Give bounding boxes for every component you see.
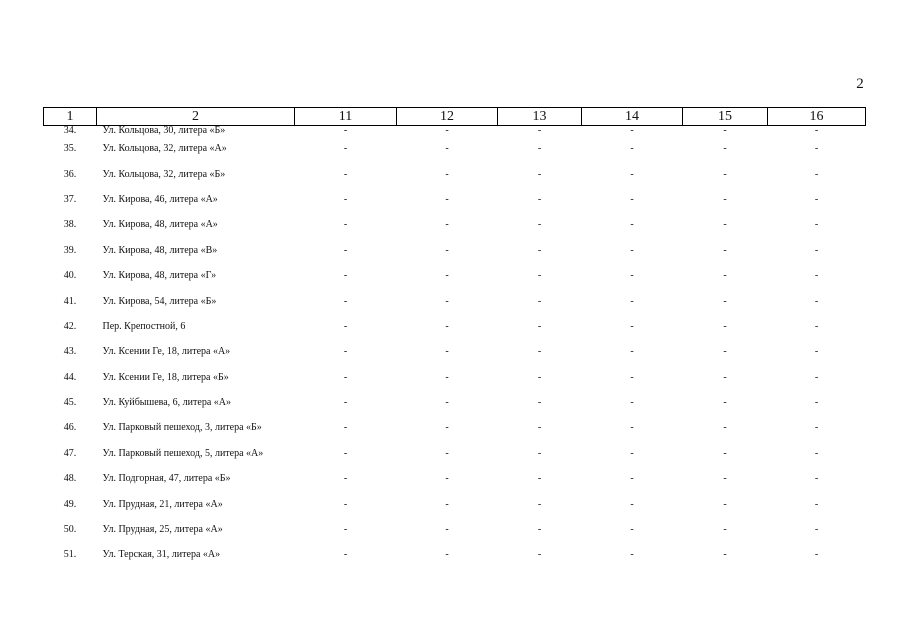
row-number: 47. (63, 447, 77, 459)
table-row (44, 466, 866, 491)
row-cell-col-14: - (630, 473, 634, 485)
row-address: Ул. Подгорная, 47, литера «Б» (102, 473, 231, 485)
row-cell-col-11: - (343, 320, 348, 332)
row-cell-col-13: - (537, 346, 542, 358)
row-cell-col-15: - (723, 295, 727, 307)
row-cell-col-15: - (723, 473, 727, 485)
row-address: Ул. Кирова, 48, литера «Г» (102, 270, 217, 282)
row-cell-col-15: - (723, 125, 727, 136)
row-cell-col-16: - (814, 320, 819, 332)
row-address: Ул. Кирова, 46, литера «А» (102, 193, 218, 205)
row-cell-col-12: - (445, 498, 449, 510)
row-cell-col-14: - (630, 295, 634, 307)
row-cell-col-16: - (814, 397, 819, 409)
column-header-16: 16 (768, 108, 866, 126)
row-cell-col-15: - (723, 270, 727, 282)
row-address: Ул. Ксении Ге, 18, литера «Б» (102, 371, 229, 383)
row-cell-col-15: - (723, 143, 727, 155)
row-cell-col-13: - (537, 219, 542, 231)
row-cell-col-14: - (630, 422, 634, 434)
row-cell-col-16: - (814, 447, 819, 459)
row-cell-col-12: - (445, 168, 449, 180)
row-cell-col-11: - (343, 295, 348, 307)
column-header-14: 14 (582, 108, 683, 126)
table-row (44, 136, 866, 161)
row-cell-col-15: - (723, 193, 727, 205)
row-cell-col-12: - (445, 219, 449, 231)
column-header-2: 2 (97, 108, 295, 126)
row-cell-col-14: - (630, 320, 634, 332)
row-cell-col-14: - (630, 125, 634, 136)
column-header-13: 13 (498, 108, 582, 126)
row-number: 34. (63, 125, 77, 136)
row-cell-col-11: - (343, 219, 348, 231)
row-cell-col-16: - (814, 473, 819, 485)
row-cell-col-16: - (814, 549, 819, 561)
table-row (44, 491, 866, 516)
row-address: Ул. Прудная, 21, литера «А» (102, 498, 223, 510)
row-cell-col-15: - (723, 422, 727, 434)
row-cell-col-16: - (814, 422, 819, 434)
row-cell-col-11: - (343, 524, 348, 536)
row-cell-col-13: - (537, 473, 542, 485)
row-cell-col-16: - (814, 219, 819, 231)
row-number: 37. (63, 193, 77, 205)
row-cell-col-15: - (723, 397, 727, 409)
row-cell-col-11: - (343, 498, 348, 510)
row-cell-col-13: - (537, 143, 542, 155)
row-cell-col-11: - (343, 397, 348, 409)
row-address: Ул. Парковый пешеход, 3, литера «Б» (102, 422, 262, 434)
table-row (44, 415, 866, 440)
row-cell-col-16: - (814, 125, 819, 136)
row-number: 43. (63, 346, 77, 358)
row-cell-col-12: - (445, 295, 449, 307)
row-cell-col-14: - (630, 549, 634, 561)
row-cell-col-15: - (723, 346, 727, 358)
row-address: Ул. Кирова, 48, литера «А» (102, 219, 218, 231)
row-cell-col-16: - (814, 244, 819, 256)
row-cell-col-12: - (445, 549, 449, 561)
row-cell-col-14: - (630, 447, 634, 459)
row-cell-col-12: - (445, 371, 449, 383)
row-cell-col-15: - (723, 371, 727, 383)
row-cell-col-12: - (445, 270, 449, 282)
row-cell-col-11: - (343, 346, 348, 358)
row-cell-col-12: - (445, 447, 449, 459)
row-cell-col-12: - (445, 473, 449, 485)
address-table (43, 107, 866, 568)
row-cell-col-11: - (343, 193, 348, 205)
row-cell-col-12: - (445, 320, 449, 332)
row-cell-col-15: - (723, 524, 727, 536)
row-cell-col-16: - (814, 193, 819, 205)
table-row (44, 441, 866, 466)
row-cell-col-14: - (630, 270, 634, 282)
row-cell-col-14: - (630, 371, 634, 383)
row-cell-col-13: - (537, 168, 542, 180)
row-address: Ул. Кольцова, 32, литера «А» (102, 143, 227, 155)
row-cell-col-14: - (630, 193, 634, 205)
row-cell-col-15: - (723, 498, 727, 510)
table-row (44, 161, 866, 186)
row-cell-col-14: - (630, 524, 634, 536)
row-cell-col-11: - (343, 270, 348, 282)
row-cell-col-13: - (537, 422, 542, 434)
row-cell-col-13: - (537, 125, 542, 136)
row-cell-col-15: - (723, 244, 727, 256)
row-number: 42. (63, 320, 77, 332)
page-number: 2 (856, 76, 864, 92)
row-cell-col-13: - (537, 447, 542, 459)
row-cell-col-14: - (630, 397, 634, 409)
row-cell-col-14: - (630, 346, 634, 358)
row-number: 50. (63, 524, 77, 536)
row-address: Ул. Парковый пешеход, 5, литера «А» (102, 447, 264, 459)
row-cell-col-14: - (630, 498, 634, 510)
row-number: 48. (63, 473, 77, 485)
row-cell-col-11: - (343, 447, 348, 459)
row-cell-col-11: - (343, 422, 348, 434)
row-number: 49. (63, 498, 77, 510)
row-cell-col-12: - (445, 422, 449, 434)
row-address: Ул. Кольцова, 30, литера «Б» (102, 125, 226, 136)
table-row (44, 238, 866, 263)
table-row (44, 339, 866, 364)
row-cell-col-15: - (723, 549, 727, 561)
row-cell-col-14: - (630, 219, 634, 231)
row-number: 46. (63, 422, 77, 434)
row-cell-col-13: - (537, 524, 542, 536)
row-cell-col-16: - (814, 270, 819, 282)
row-number: 44. (63, 371, 77, 383)
row-cell-col-15: - (723, 168, 727, 180)
row-address: Ул. Кирова, 54, литера «Б» (102, 295, 217, 307)
row-number: 35. (63, 143, 77, 155)
row-address: Ул. Куйбышева, 6, литера «А» (102, 397, 231, 409)
row-cell-col-11: - (343, 168, 348, 180)
table-row (44, 542, 866, 567)
row-cell-col-11: - (343, 244, 348, 256)
row-number: 38. (63, 219, 77, 231)
row-cell-col-13: - (537, 498, 542, 510)
table-row (44, 390, 866, 415)
row-cell-col-11: - (343, 125, 348, 136)
row-address: Ул. Терская, 31, литера «А» (102, 549, 221, 561)
table-header (44, 108, 866, 126)
column-header-11: 11 (295, 108, 397, 126)
table-row (44, 288, 866, 313)
row-cell-col-13: - (537, 397, 542, 409)
row-cell-col-12: - (445, 524, 449, 536)
table-row (44, 365, 866, 390)
column-header-15: 15 (683, 108, 768, 126)
row-address: Ул. Ксении Ге, 18, литера «А» (102, 346, 231, 358)
column-header-12: 12 (397, 108, 498, 126)
table-row (44, 126, 866, 137)
row-cell-col-13: - (537, 549, 542, 561)
row-cell-col-13: - (537, 244, 542, 256)
table-row (44, 187, 866, 212)
row-cell-col-13: - (537, 193, 542, 205)
row-cell-col-12: - (445, 397, 449, 409)
row-cell-col-13: - (537, 371, 542, 383)
row-cell-col-13: - (537, 320, 542, 332)
row-cell-col-16: - (814, 143, 819, 155)
row-cell-col-16: - (814, 168, 819, 180)
table-row (44, 212, 866, 237)
row-cell-col-11: - (343, 143, 348, 155)
row-address: Ул. Кирова, 48, литера «В» (102, 244, 218, 256)
row-number: 45. (63, 397, 77, 409)
row-cell-col-15: - (723, 219, 727, 231)
row-cell-col-11: - (343, 473, 348, 485)
table-row (44, 314, 866, 339)
row-address: Ул. Кольцова, 32, литера «Б» (102, 168, 226, 180)
row-number: 36. (63, 168, 77, 180)
table-row (44, 517, 866, 542)
row-cell-col-13: - (537, 270, 542, 282)
row-cell-col-12: - (445, 125, 449, 136)
row-cell-col-14: - (630, 244, 634, 256)
row-cell-col-16: - (814, 498, 819, 510)
row-cell-col-11: - (343, 549, 348, 561)
row-cell-col-12: - (445, 346, 449, 358)
row-number: 51. (63, 549, 77, 561)
row-number: 40. (63, 270, 77, 282)
row-cell-col-14: - (630, 168, 634, 180)
row-cell-col-15: - (723, 320, 727, 332)
column-header-1: 1 (44, 108, 97, 126)
row-cell-col-12: - (445, 143, 449, 155)
row-address: Пер. Крепостной, 6 (102, 320, 186, 332)
row-cell-col-12: - (445, 244, 449, 256)
table-row (44, 263, 866, 288)
table-body (44, 126, 866, 568)
row-cell-col-11: - (343, 371, 348, 383)
row-cell-col-16: - (814, 346, 819, 358)
row-number: 39. (63, 244, 77, 256)
row-cell-col-16: - (814, 524, 819, 536)
row-cell-col-13: - (537, 295, 542, 307)
row-cell-col-15: - (723, 447, 727, 459)
row-cell-col-14: - (630, 143, 634, 155)
row-cell-col-12: - (445, 193, 449, 205)
row-address: Ул. Прудная, 25, литера «А» (102, 524, 223, 536)
row-cell-col-16: - (814, 295, 819, 307)
row-cell-col-16: - (814, 371, 819, 383)
row-number: 41. (63, 295, 77, 307)
header-row (44, 108, 866, 126)
